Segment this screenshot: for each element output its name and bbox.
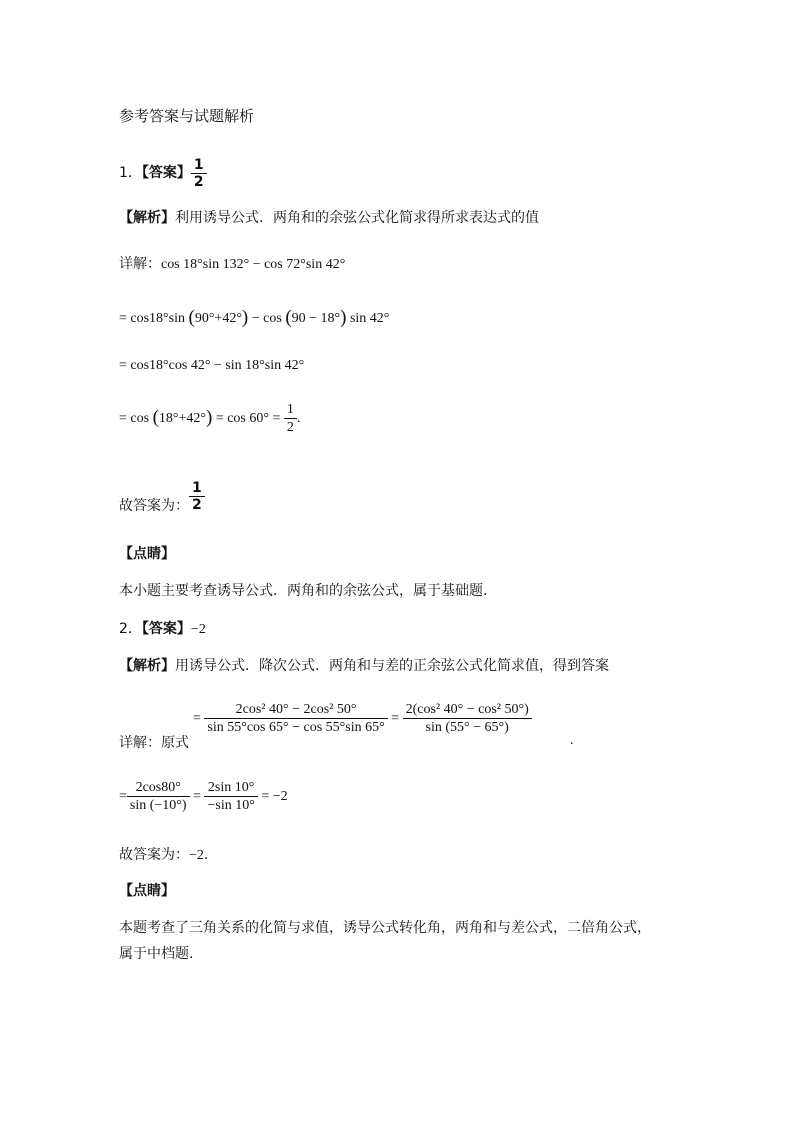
q1-comment-tag: 【点睛】 [119, 546, 175, 562]
q2-answer-line [119, 620, 206, 639]
q2-final-value: −2 [189, 848, 204, 863]
q2-analysis [119, 657, 609, 675]
q1-expr-line2: = cos18°sin (90°+42°) − cos (90 − 18°) sin 42° [119, 307, 390, 328]
q1-number: 1． [119, 165, 142, 181]
q2-final-label: 故答案为： [119, 847, 189, 863]
q2-l2-fraction1: $\frac{2\cos 80^\circ}{\sin (-10^\circ)}$ [127, 779, 190, 814]
q2-eq2-fraction: $\frac{\text{2(cos² 40° − cos² 50°)}}{\sin (55^\circ - 65^\circ)}$ [403, 701, 532, 736]
q1-answer-tag: 【答案】 [141, 165, 191, 181]
q2-answer-tag: 【答案】 [141, 621, 191, 637]
q1-detail-line1 [119, 255, 345, 274]
q1-final-fraction: $\frac{1}{2}$ [189, 480, 205, 513]
q2-answer-value: −2 [190, 622, 206, 637]
q2-analysis-text: 用诱导公式．降次公式．两角和与差的正余弦公式化简求值，得到答案 [175, 658, 609, 674]
q1-answer-line [119, 155, 207, 191]
q1-analysis [119, 209, 539, 227]
q2-comment-line2: 属于中档题. [119, 946, 194, 962]
q1-result-fraction: $\frac{1}{2}$ [284, 401, 297, 436]
q2-l2-fraction2: $\frac{2\sin 10^\circ}{-\sin 10^\circ}$ [204, 779, 257, 814]
q1-analysis-tag: 【解析】 [119, 210, 175, 226]
q2-analysis-tag: 【解析】 [119, 658, 175, 674]
q2-l2-result: = −2 [261, 789, 288, 804]
q2-comment-tag: 【点睛】 [119, 883, 175, 899]
q2-number: 2． [119, 621, 142, 637]
q2-comment-line1: 本题考查了三角关系的化简与求值，诱导公式转化角，两角和与差公式，二倍角公式， [119, 920, 651, 936]
q1-analysis-text: 利用诱导公式．两角和的余弦公式化简求得所求表达式的值 [175, 210, 539, 226]
page-title: 参考答案与试题解析 [119, 107, 255, 125]
q2-eq1-fraction: $\frac{\text{2cos² 40° − 2cos² 50°}}{\sin 55^\circ\cos 65^\circ - \cos 55^\circ\sin 65^\circ}$ [204, 701, 387, 736]
q2-final-answer: 故答案为：−2. [119, 847, 209, 863]
q1-final-label: 故答案为： [119, 498, 189, 514]
q1-expr-line3: = cos18°cos 42° − sin 18°sin 42° [119, 358, 305, 373]
q1-expr-line1: cos 18°sin 132° − cos 72°sin 42° [161, 257, 346, 272]
q2-equation: = $\frac{\text{2cos² 40° − 2cos² 50°}}{\sin 55^\circ\cos 65^\circ - \cos 55^\circ\sin 65^\circ}$ = $\frac{\text{2(cos² 40° − cos² 50°)}}{\sin (55^\circ - 65^\circ)}$ [193, 699, 532, 739]
q2-line2: = $\frac{2\cos 80^\circ}{\sin (-10^\circ)}$ = $\frac{2\sin 10^\circ}{-\sin 10^\circ}$ = −2 [119, 780, 288, 814]
q1-answer-fraction: $\frac{1}{2}$ [191, 157, 207, 190]
q1-expr-line4: = cos (18°+42°) = cos 60° = $\frac{1}{2}$ . [119, 402, 301, 436]
q1-final-answer [119, 478, 205, 524]
q1-detail-label: 详解： [119, 256, 161, 272]
q1-comment-text: 本小题主要考查诱导公式．两角和的余弦公式，属于基础题. [119, 583, 488, 599]
q2-eq-end: . [570, 733, 574, 748]
q2-detail-label: 详解：原式 [119, 735, 189, 751]
